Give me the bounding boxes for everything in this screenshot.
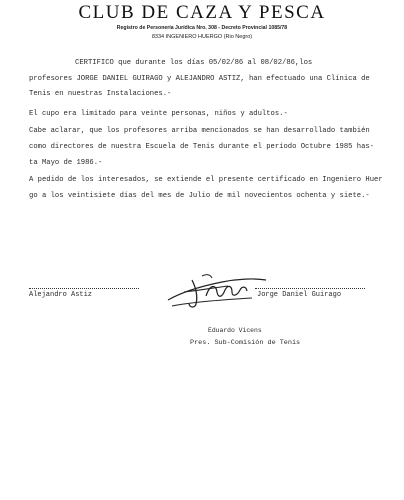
address-line: 8334 INGENIERO HUERGO (Rio Negro) bbox=[151, 34, 253, 40]
body-line: Cabe aclarar, que los profesores arriba mencionados se han desarrollado también bbox=[29, 127, 370, 136]
letterhead bbox=[0, 0, 404, 41]
president-name: Eduardo Vicens bbox=[208, 327, 262, 334]
club-name: CLUB DE CAZA Y PESCA bbox=[78, 2, 326, 23]
signature-line-left bbox=[29, 288, 139, 289]
body-line: Tenis en nuestras Instalaciones.- bbox=[29, 90, 172, 99]
body-line: A pedido de los interesados, se extiende el presente certificado en Ingeniero Huer bbox=[29, 176, 383, 185]
certificate-body bbox=[29, 56, 389, 204]
body-line: como directores de nuestra Escuela de Tenis durante el período Octubre 1985 has- bbox=[29, 142, 375, 151]
body-line: go a los veintisiete días del mes de Julio de mil novecientos ochenta y siete.- bbox=[29, 191, 370, 200]
body-line: El cupo era limitado para veinte personas, niños y adultos.- bbox=[29, 109, 288, 118]
body-line: profesores JORGE DANIEL GUIRAGO y ALEJANDRO ASTIZ, han efectuado una Clínica de bbox=[29, 74, 370, 83]
registry-line: Registro de Personería Jurídica Nro. 308 - Decreto Provincial 1085/78 bbox=[116, 25, 288, 31]
body-line: ta Mayo de 1986.- bbox=[29, 158, 103, 167]
signer-left-name: Alejandro Astiz bbox=[29, 291, 93, 299]
signer-right-name: Jorge Daniel Guirago bbox=[257, 291, 342, 299]
body-line: CERTIFICO que durante los días 05/02/86 al 08/02/86,los bbox=[75, 59, 313, 67]
handwritten-signature bbox=[162, 262, 272, 312]
president-title: Pres. Sub-Comisión de Tenis bbox=[190, 339, 301, 347]
